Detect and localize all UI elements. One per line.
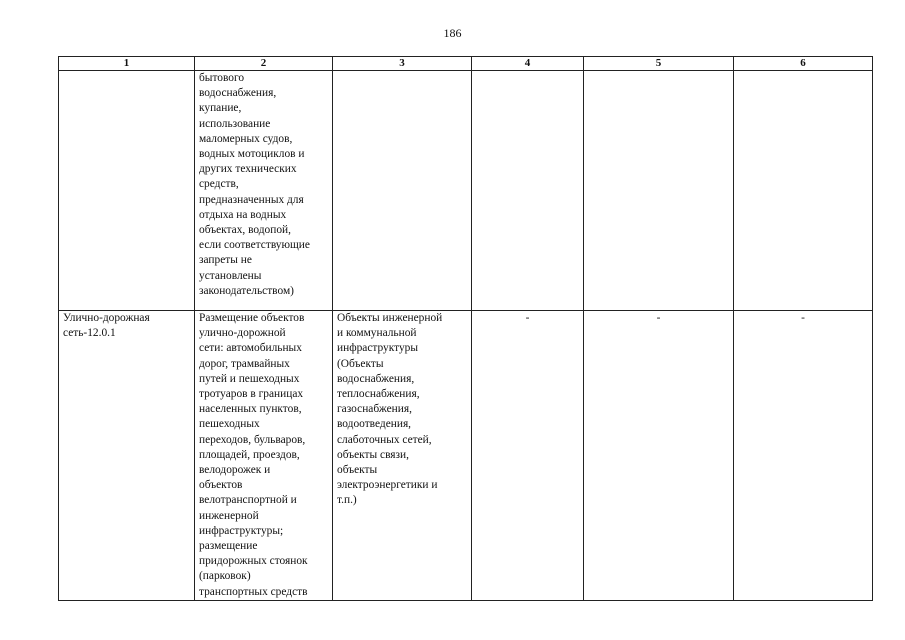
text-line: водоотведения, xyxy=(337,418,412,431)
text-line: размещение xyxy=(199,540,258,553)
column-header-3: 3 xyxy=(333,57,472,71)
text-line: (парковок) xyxy=(199,570,251,583)
text-line: дорог, трамвайных xyxy=(199,357,290,370)
column-header-2: 2 xyxy=(195,57,333,71)
text-line: отдыха на водных xyxy=(199,208,287,221)
table-row xyxy=(59,71,873,311)
text-line: купание, xyxy=(199,102,242,115)
row2-col3-auxiliary-use-description xyxy=(333,311,472,601)
row1-col2-permitted-use-description xyxy=(195,71,333,311)
text-line: т.п.) xyxy=(337,494,357,507)
row1-col1 xyxy=(59,71,195,311)
text-line: объектов xyxy=(199,479,243,492)
text-line: объекты связи, xyxy=(337,448,409,461)
text-line: Объекты инженерной xyxy=(337,312,443,324)
text-line: пешеходных xyxy=(199,418,260,431)
text-line: Размещение объектов xyxy=(199,312,305,324)
text-line: велотранспортной и xyxy=(199,494,297,507)
column-header-6: 6 xyxy=(734,57,873,71)
table-row xyxy=(59,311,873,601)
row2-col2-permitted-use-description xyxy=(195,311,333,601)
row1-col6 xyxy=(734,71,873,311)
column-header-4: 4 xyxy=(472,57,584,71)
text-line: населенных пунктов, xyxy=(199,403,302,416)
row2-col1-use-type-name xyxy=(59,311,195,601)
text-line: установлены xyxy=(199,269,262,282)
row1-col3 xyxy=(333,71,472,311)
text-line: инфраструктуры xyxy=(337,342,418,355)
row1-col4 xyxy=(472,71,584,311)
text-line: придорожных стоянок xyxy=(199,555,308,568)
text-line: маломерных судов, xyxy=(199,132,293,145)
text-line: водных мотоциклов и xyxy=(199,148,305,161)
text-line: запреты не xyxy=(199,254,252,267)
text-line: бытового xyxy=(199,72,245,84)
text-line: слаботочных сетей, xyxy=(337,433,432,446)
text-line: объекты xyxy=(337,464,378,477)
page-number: 186 xyxy=(443,26,462,40)
text-line: улично-дорожной xyxy=(199,327,286,340)
row1-col5 xyxy=(584,71,734,311)
text-line: водоснабжения, xyxy=(199,87,277,100)
column-header-1: 1 xyxy=(59,57,195,71)
row2-col6-value: - xyxy=(734,311,873,601)
text-line: и коммунальной xyxy=(337,327,417,340)
text-line: (Объекты xyxy=(337,357,384,370)
text-line: использование xyxy=(199,117,271,130)
row2-col5-value: - xyxy=(584,311,734,601)
text-line: теплоснабжения, xyxy=(337,388,420,401)
text-line: законодательством) xyxy=(199,284,294,297)
text-line: путей и пешеходных xyxy=(199,372,300,385)
text-line: площадей, проездов, xyxy=(199,448,300,461)
text-line: сеть-12.0.1 xyxy=(63,327,116,340)
column-header-5: 5 xyxy=(584,57,734,71)
text-line: если соответствующие xyxy=(199,239,310,252)
text-line: переходов, бульваров, xyxy=(199,433,306,446)
row2-col4-value: - xyxy=(472,311,584,601)
text-line: объектах, водопой, xyxy=(199,224,291,237)
regulations-table xyxy=(58,56,873,601)
text-line: сети: автомобильных xyxy=(199,342,302,355)
text-line: электроэнергетики и xyxy=(337,479,438,492)
text-line: инфраструктуры; xyxy=(199,524,284,537)
text-line: средств, xyxy=(199,178,239,191)
text-line: транспортных средств xyxy=(199,585,308,598)
header-row xyxy=(59,57,873,71)
text-line: Улично-дорожная xyxy=(63,312,150,324)
text-line: газоснабжения, xyxy=(337,403,412,416)
text-line: водоснабжения, xyxy=(337,372,415,385)
text-line: велодорожек и xyxy=(199,464,271,477)
text-line: тротуаров в границах xyxy=(199,388,304,401)
text-line: предназначенных для xyxy=(199,193,304,206)
text-line: инженерной xyxy=(199,509,259,522)
text-line: других технических xyxy=(199,163,297,176)
